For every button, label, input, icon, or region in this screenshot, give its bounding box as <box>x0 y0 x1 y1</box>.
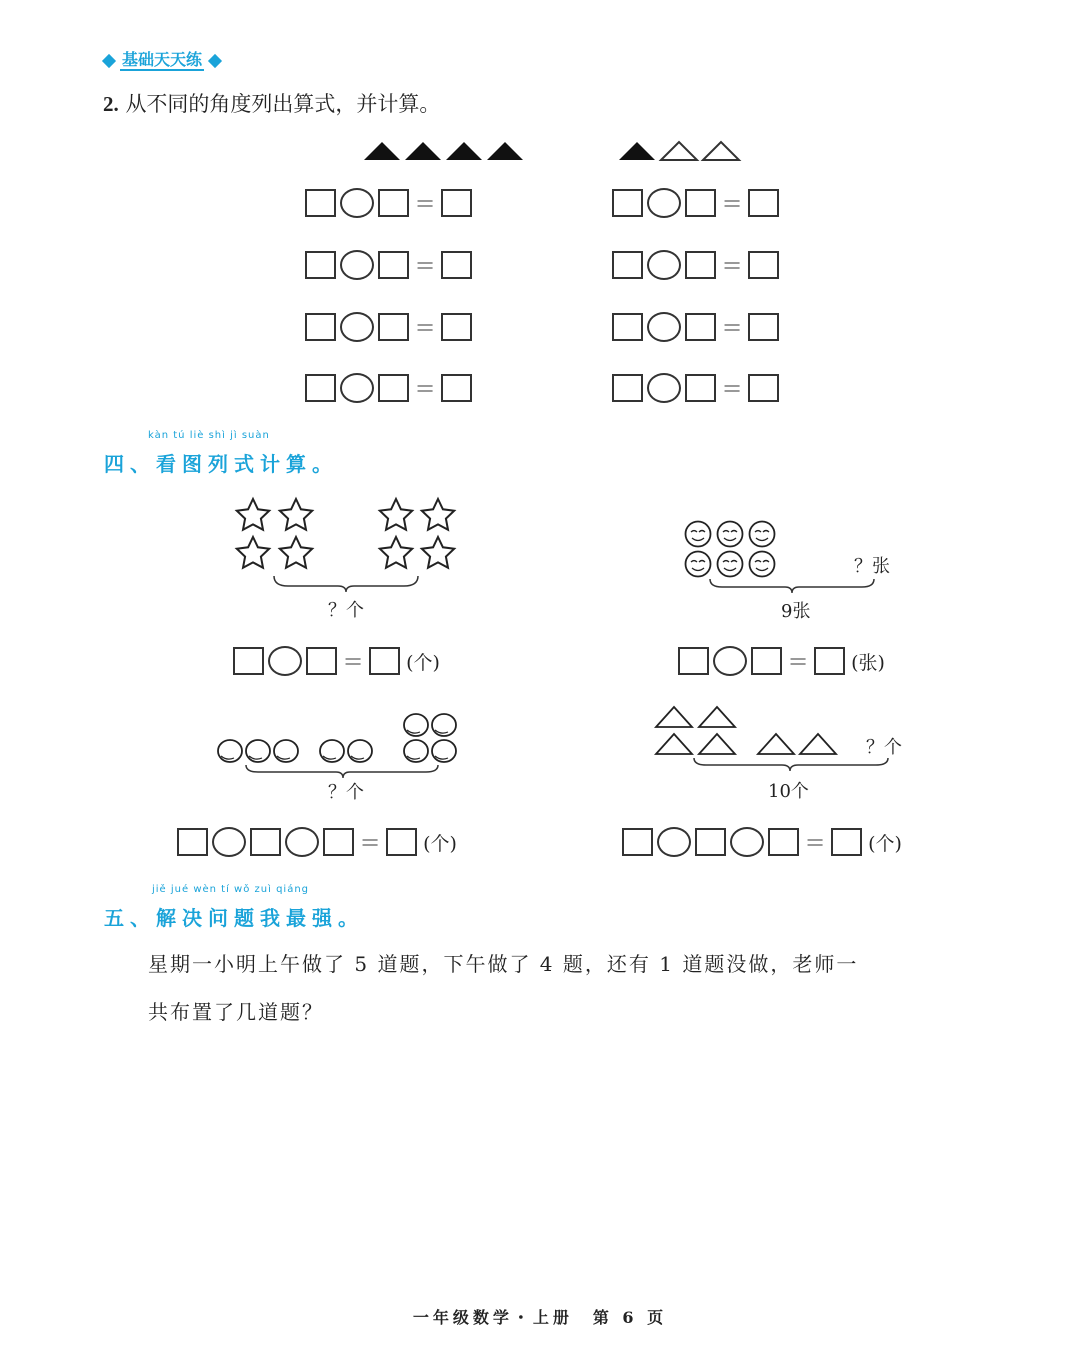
triangle-icon <box>703 142 739 160</box>
equation-row <box>177 827 457 857</box>
face-icon <box>686 522 711 547</box>
black-triangles-figure <box>360 138 530 164</box>
brace <box>710 579 874 593</box>
answer-box[interactable] <box>768 828 799 856</box>
answer-box[interactable] <box>441 313 472 341</box>
equation-row <box>612 250 779 280</box>
equals-sign: = <box>415 374 436 402</box>
answer-box[interactable] <box>685 374 716 402</box>
ball-icon <box>348 740 372 762</box>
triangle-icon <box>619 142 655 160</box>
answer-box[interactable] <box>305 189 336 217</box>
total-label: 10个 <box>768 781 809 802</box>
problem-line-2: 共布置了几道题？ <box>148 1000 324 1024</box>
equals-sign: = <box>415 251 436 279</box>
operator-circle[interactable] <box>657 827 691 857</box>
answer-box[interactable] <box>748 189 779 217</box>
triangle-icon <box>487 142 523 160</box>
answer-box[interactable] <box>814 647 845 675</box>
total-label: 9张 <box>781 601 811 622</box>
answer-box[interactable] <box>612 313 643 341</box>
section-5-title: 五、解决问题我最强。 <box>104 906 364 930</box>
face-icon <box>750 552 775 577</box>
equals-sign: = <box>722 313 743 341</box>
answer-box[interactable] <box>378 313 409 341</box>
ball-icon <box>404 740 428 762</box>
answer-box[interactable] <box>305 313 336 341</box>
operator-circle[interactable] <box>285 827 319 857</box>
triangle-icon <box>699 734 735 754</box>
operator-circle[interactable] <box>340 312 374 342</box>
ball-icon <box>432 740 456 762</box>
equals-sign: = <box>805 828 826 856</box>
unit-label: (个) <box>423 832 457 855</box>
operator-circle[interactable] <box>340 188 374 218</box>
ball-icon <box>320 740 344 762</box>
question-label: ？个 <box>328 600 364 621</box>
answer-box[interactable] <box>233 647 264 675</box>
answer-box[interactable] <box>831 828 862 856</box>
operator-circle[interactable] <box>212 827 246 857</box>
answer-box[interactable] <box>612 251 643 279</box>
answer-box[interactable] <box>622 828 653 856</box>
question-label: ？个 <box>328 782 364 803</box>
ball-icon <box>404 714 428 736</box>
equation-row <box>233 646 440 676</box>
section-4-pinyin: kàn tú liè shì jì suàn <box>148 430 270 441</box>
page-footer: 一年级数学・上册 第 6 页 <box>412 1308 668 1327</box>
triangle-icon <box>800 734 836 754</box>
unit-label: (个) <box>406 651 440 674</box>
brace <box>246 765 438 778</box>
equals-sign: = <box>722 251 743 279</box>
answer-box[interactable] <box>441 189 472 217</box>
face-icon <box>718 522 743 547</box>
answer-box[interactable] <box>305 374 336 402</box>
triangle-icon <box>758 734 794 754</box>
operator-circle[interactable] <box>647 312 681 342</box>
equation-row <box>622 827 902 857</box>
face-icon <box>750 522 775 547</box>
word-problem <box>148 940 988 1036</box>
operator-circle[interactable] <box>268 646 302 676</box>
triangle-icon <box>446 142 482 160</box>
triangle-icon <box>661 142 697 160</box>
star-icon <box>380 537 412 568</box>
answer-box[interactable] <box>748 374 779 402</box>
diamond-icon <box>102 54 116 68</box>
ball-icon <box>246 740 270 762</box>
triangle-icon <box>699 707 735 727</box>
equation-row <box>612 312 779 342</box>
equals-sign: = <box>415 189 436 217</box>
equation-row <box>612 188 779 218</box>
banner-label: 基础天天练 <box>122 50 203 69</box>
answer-box[interactable] <box>369 647 400 675</box>
star-icon <box>422 499 454 530</box>
equals-sign: = <box>788 647 809 675</box>
star-icon <box>380 499 412 530</box>
answer-box[interactable] <box>177 828 208 856</box>
operator-circle[interactable] <box>647 250 681 280</box>
unit-label: (个) <box>868 832 902 855</box>
question-text: 从不同的角度列出算式，并计算。 <box>125 92 441 116</box>
operator-circle[interactable] <box>340 250 374 280</box>
answer-box[interactable] <box>612 189 643 217</box>
answer-box[interactable] <box>306 647 337 675</box>
triangle-icon <box>364 142 400 160</box>
star-icon <box>237 499 269 530</box>
section-5-pinyin: jiě jué wèn tí wǒ zuì qiáng <box>152 884 310 895</box>
equals-sign: = <box>722 374 743 402</box>
diamond-icon <box>208 54 222 68</box>
star-icon <box>280 537 312 568</box>
operator-circle[interactable] <box>647 188 681 218</box>
ball-icon <box>432 714 456 736</box>
answer-box[interactable] <box>378 189 409 217</box>
question-label: ？个 <box>866 737 902 758</box>
equation-row <box>305 188 472 218</box>
answer-box[interactable] <box>323 828 354 856</box>
answer-box[interactable] <box>441 251 472 279</box>
question-2 <box>103 88 440 118</box>
answer-box[interactable] <box>685 313 716 341</box>
answer-box[interactable] <box>748 313 779 341</box>
answer-box[interactable] <box>378 374 409 402</box>
equals-sign: = <box>415 313 436 341</box>
face-icon <box>718 552 743 577</box>
answer-box[interactable] <box>305 251 336 279</box>
operator-circle[interactable] <box>647 373 681 403</box>
answer-box[interactable] <box>685 251 716 279</box>
equals-sign: = <box>360 828 381 856</box>
answer-box[interactable] <box>751 647 782 675</box>
equation-row <box>305 312 472 342</box>
operator-circle[interactable] <box>730 827 764 857</box>
brace <box>694 758 888 771</box>
section-4-title: 四、看图列式计算。 <box>104 452 338 476</box>
balls-figure <box>212 708 472 788</box>
operator-circle[interactable] <box>713 646 747 676</box>
answer-box[interactable] <box>685 189 716 217</box>
star-icon <box>422 537 454 568</box>
triangle-icon <box>656 707 692 727</box>
answer-box[interactable] <box>441 374 472 402</box>
brace <box>274 576 418 592</box>
answer-box[interactable] <box>678 647 709 675</box>
answer-box[interactable] <box>695 828 726 856</box>
operator-circle[interactable] <box>340 373 374 403</box>
triangles-figure <box>650 702 900 782</box>
answer-box[interactable] <box>378 251 409 279</box>
section-banner <box>104 50 220 72</box>
stars-figure <box>228 492 468 592</box>
answer-box[interactable] <box>748 251 779 279</box>
question-label: ？张 <box>854 556 890 577</box>
triangle-icon <box>656 734 692 754</box>
ball-icon <box>274 740 298 762</box>
equation-row <box>612 373 779 403</box>
star-icon <box>237 537 269 568</box>
problem-line-1: 星期一小明上午做了 5 道题，下午做了 4 题，还有 1 道题没做，老师一 <box>148 952 859 976</box>
triangle-icon <box>405 142 441 160</box>
equals-sign: = <box>722 189 743 217</box>
answer-box[interactable] <box>250 828 281 856</box>
question-number: 2. <box>103 92 119 116</box>
answer-box[interactable] <box>612 374 643 402</box>
equation-row <box>305 250 472 280</box>
ball-icon <box>218 740 242 762</box>
mixed-triangles-figure <box>615 138 745 164</box>
answer-box[interactable] <box>386 828 417 856</box>
equation-row <box>305 373 472 403</box>
equation-row <box>678 646 885 676</box>
equals-sign: = <box>343 647 364 675</box>
star-icon <box>280 499 312 530</box>
face-icon <box>686 552 711 577</box>
unit-label: (张) <box>851 651 885 674</box>
